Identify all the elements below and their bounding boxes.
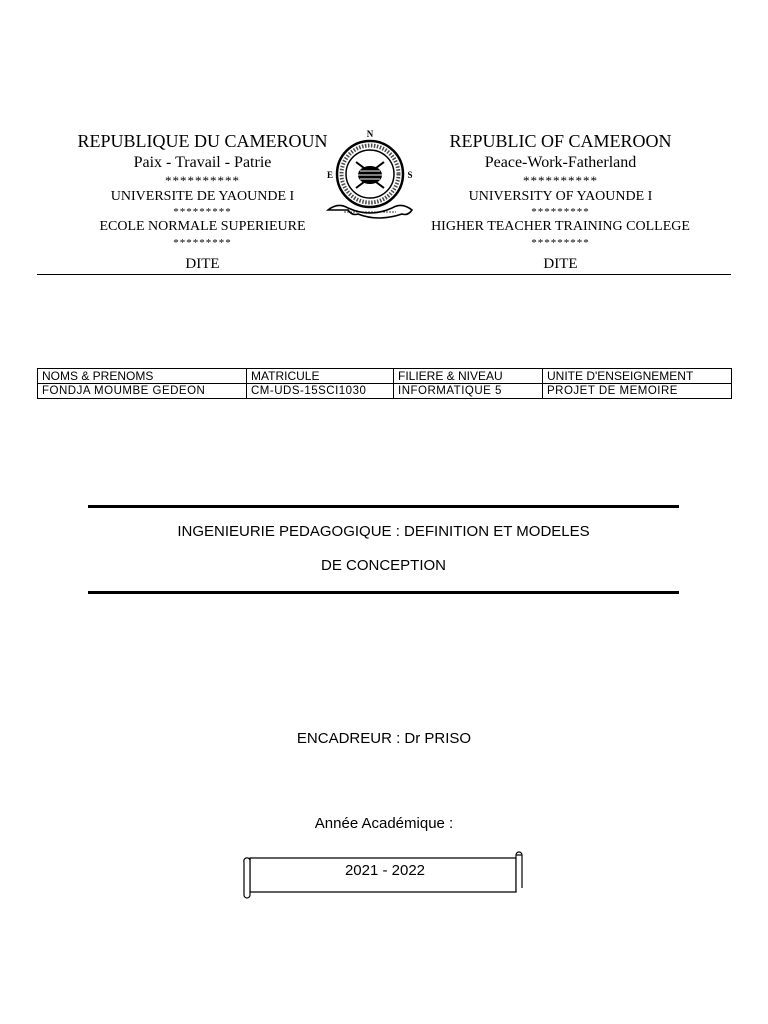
cell-filiere: INFORMATIQUE 5 [394, 384, 543, 399]
table-header-row [38, 369, 732, 384]
separator: ********* [173, 236, 232, 249]
column-header-unite: UNITE D'ENSEIGNEMENT [543, 369, 732, 384]
academic-year-value: 2021 - 2022 [344, 862, 426, 879]
school-name-en: HIGHER TEACHER TRAINING COLLEGE [431, 219, 690, 235]
academic-year-label: Année Académique : [314, 815, 454, 832]
column-header-filiere: FILIERE & NIVEAU [394, 369, 543, 384]
separator: ********** [523, 173, 598, 189]
motto-en: Peace-Work-Fatherland [484, 154, 637, 172]
separator: ********* [531, 206, 590, 219]
separator: ********* [531, 236, 590, 249]
table-row [38, 384, 732, 399]
title-top-rule [88, 505, 679, 508]
university-name-en: UNIVERSITY OF YAOUNDE I [468, 189, 653, 205]
university-name-fr: UNIVERSITE DE YAOUNDE I [110, 189, 295, 205]
document-title-line1: INGENIEURIE PEDAGOGIQUE : DEFINITION ET MODELES [177, 523, 590, 540]
document-title-line2: DE CONCEPTION [320, 557, 446, 574]
header-right-block [418, 130, 703, 274]
cell-unite: PROJET DE MEMOIRE [543, 384, 732, 399]
student-info-table [37, 368, 732, 399]
compass-north-label: N [366, 129, 374, 139]
title-bottom-rule [88, 591, 679, 594]
header-left-block [70, 130, 335, 274]
column-header-names: NOMS & PRENOMS [38, 369, 247, 384]
department-fr: DITE [185, 255, 220, 272]
separator: ********* [173, 206, 232, 219]
separator: ********** [165, 173, 240, 189]
school-name-fr: ECOLE NORMALE SUPERIEURE [99, 219, 306, 235]
department-en: DITE [543, 255, 578, 272]
country-name-fr: REPUBLIQUE DU CAMEROUN [77, 131, 328, 151]
cell-student-name: FONDJA MOUMBE GEDEON [38, 384, 247, 399]
cell-matricule: CM-UDS-15SCI1030 [247, 384, 394, 399]
motto-fr: Paix - Travail - Patrie [133, 154, 272, 172]
country-name-en: REPUBLIC OF CAMEROON [449, 131, 672, 151]
university-seal-icon [322, 128, 418, 224]
supervisor-label: ENCADREUR : Dr PRISO [296, 730, 472, 747]
compass-east-label: E [326, 170, 334, 180]
column-header-matricule: MATRICULE [247, 369, 394, 384]
header-divider [37, 274, 731, 275]
compass-south-label: S [407, 170, 413, 180]
